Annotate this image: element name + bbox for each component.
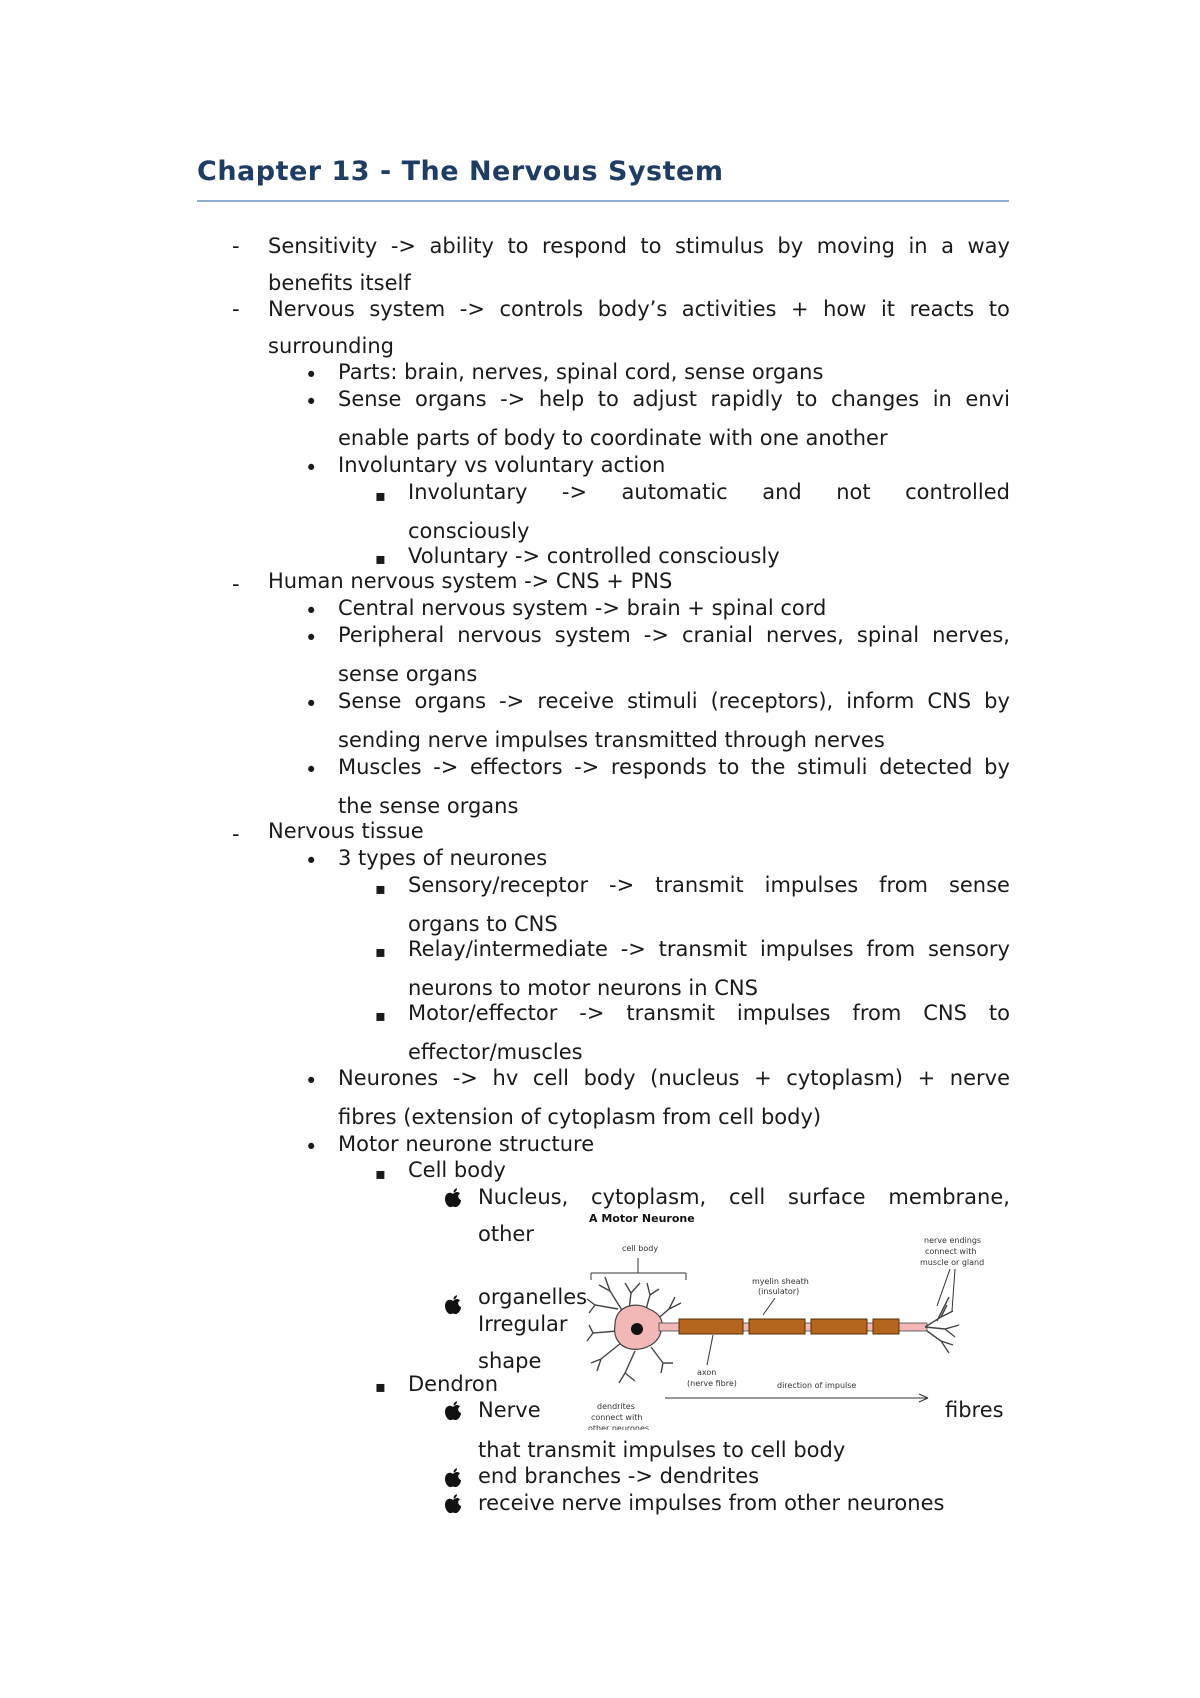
nucleus [631, 1323, 643, 1335]
word: how [823, 297, 867, 321]
bullet-marker: • [305, 363, 318, 387]
word: (receptors), [710, 689, 834, 713]
line-relay [408, 936, 1010, 962]
word: ability [429, 234, 494, 258]
word: nerve [949, 1066, 1010, 1090]
word: + [917, 1066, 936, 1090]
word: -> [574, 755, 600, 779]
word: by [984, 755, 1010, 779]
word: -> [561, 480, 588, 504]
label-cell-body: cell body [622, 1244, 659, 1253]
word: -> [390, 234, 417, 258]
line-sense-organs [338, 386, 1010, 412]
myelin-segment [811, 1319, 867, 1334]
word: cytoplasm, [591, 1185, 707, 1209]
myelin-pointer [763, 1298, 775, 1315]
word: transmit [658, 937, 748, 961]
word: -> [620, 937, 646, 961]
label-dendrites-3: other neurones [588, 1424, 650, 1430]
word: in [908, 234, 928, 258]
text-line: neurons to motor neurons in CNS [408, 976, 758, 1000]
word: -> [500, 387, 526, 411]
word: Muscles [338, 755, 422, 779]
word: cell [532, 1066, 569, 1090]
label-ending-1: nerve endings [924, 1236, 982, 1245]
word: hv [492, 1066, 519, 1090]
word: body [583, 1066, 636, 1090]
square-marker: ▪ [375, 486, 386, 505]
word: way [967, 234, 1010, 258]
line-sensitivity [268, 233, 1010, 259]
word: Sensory/receptor [408, 873, 589, 897]
word: CNS [927, 689, 972, 713]
label-direction: direction of impulse [777, 1381, 857, 1390]
word: automatic [621, 480, 728, 504]
word: impulses [736, 1001, 831, 1025]
line-motor [408, 1000, 1010, 1026]
text-line: end branches -> dendrites [478, 1464, 760, 1488]
page-title: Chapter 13 - The Nervous System [197, 156, 724, 187]
word: cranial [682, 623, 753, 647]
text-line: Involuntary vs voluntary action [338, 453, 666, 477]
label-dendrites-2: connect with [591, 1413, 643, 1422]
text-line: 3 types of neurones [338, 846, 548, 870]
word: from [866, 937, 916, 961]
word: a [941, 234, 954, 258]
word: to [718, 755, 740, 779]
motor-neurone-figure [585, 1213, 995, 1430]
bullet-marker: • [305, 1069, 318, 1093]
label-ending-2: connect with [925, 1247, 977, 1256]
line-receive-stimuli [338, 688, 1010, 714]
word: surface [787, 1185, 866, 1209]
text-line: that transmit impulses to cell body [478, 1438, 846, 1462]
ending-pointer-2 [952, 1269, 955, 1311]
word: system [369, 297, 446, 321]
word: controlled [905, 480, 1010, 504]
word: -> [459, 297, 485, 321]
text-line: sending nerve impulses transmitted through nerves [338, 728, 885, 752]
word: Relay/intermediate [408, 937, 608, 961]
bullet-marker: • [305, 456, 318, 480]
dash-marker: - [232, 572, 240, 596]
word: moving [816, 234, 895, 258]
word: to [597, 387, 619, 411]
text-line: fibres [945, 1398, 1004, 1422]
word: nerves, [766, 623, 844, 647]
text-line: Voluntary -> controlled consciously [408, 544, 780, 568]
word: -> [609, 873, 635, 897]
text-line: shape [478, 1349, 542, 1373]
bullet-marker: • [305, 849, 318, 873]
apple-bullet-icon [444, 1295, 462, 1315]
text-line: organelles [478, 1285, 588, 1309]
word: and [762, 480, 802, 504]
label-axon-2: (nerve fibre) [687, 1379, 737, 1388]
word: organs [414, 689, 487, 713]
text-line: receive nerve impulses from other neurones [478, 1491, 945, 1515]
word: Sense [338, 689, 402, 713]
word: stimulus [675, 234, 764, 258]
bullet-marker: • [305, 626, 318, 650]
text-line: Dendron [408, 1372, 499, 1396]
myelin-segment [873, 1319, 899, 1334]
word: Nucleus, [478, 1185, 569, 1209]
word: activities [681, 297, 777, 321]
apple-bullet-icon [444, 1468, 462, 1488]
word: adjust [632, 387, 697, 411]
label-myelin-2: (insulator) [758, 1287, 800, 1296]
word: Neurones [338, 1066, 439, 1090]
myelin-segment [679, 1319, 743, 1334]
word: stimuli [797, 755, 868, 779]
title-underline [197, 200, 1009, 202]
line-neurones [338, 1065, 1010, 1091]
word: (nucleus [650, 1066, 740, 1090]
word: + [754, 1066, 772, 1090]
word: stimuli [627, 689, 698, 713]
word: Involuntary [408, 480, 528, 504]
text-line: Nerve [478, 1398, 541, 1422]
text-line: Central nervous system -> brain + spinal cord [338, 596, 827, 620]
text-line: benefits itself [268, 271, 411, 295]
word: to [640, 234, 662, 258]
square-marker: ▪ [375, 1006, 386, 1025]
line-sensory [408, 872, 1010, 898]
word: to [988, 297, 1010, 321]
word: to [796, 387, 818, 411]
square-marker: ▪ [375, 1377, 386, 1396]
word: to [988, 1001, 1010, 1025]
apple-bullet-icon [444, 1401, 462, 1421]
square-marker: ▪ [375, 879, 386, 898]
text-line: Motor neurone structure [338, 1132, 595, 1156]
word: respond [542, 234, 627, 258]
word: membrane, [888, 1185, 1010, 1209]
label-axon-1: axon [697, 1368, 717, 1377]
word: sense [948, 873, 1010, 897]
word: Sensitivity [268, 234, 378, 258]
word: by [777, 234, 804, 258]
text-line: surrounding [268, 334, 394, 358]
text-line: Cell body [408, 1158, 506, 1182]
square-marker: ▪ [375, 1164, 386, 1183]
bullet-marker: • [305, 1135, 318, 1159]
word: help [538, 387, 585, 411]
text-line: Irregular [478, 1312, 568, 1336]
text-line: consciously [408, 519, 530, 543]
word: impulses [759, 937, 854, 961]
word: Sense [338, 387, 402, 411]
text-line: Nervous tissue [268, 819, 424, 843]
word: transmit [626, 1001, 715, 1025]
axon-pointer [707, 1335, 713, 1365]
apple-bullet-icon [444, 1188, 462, 1208]
word: from [852, 1001, 902, 1025]
word: nerves, [932, 623, 1010, 647]
label-dendrites-1: dendrites [597, 1402, 635, 1411]
line-muscles [338, 754, 1010, 780]
word: effectors [470, 755, 563, 779]
word: not [836, 480, 871, 504]
word: detected [879, 755, 973, 779]
apple-bullet-icon [444, 1494, 462, 1514]
bullet-marker: • [305, 599, 318, 623]
word: body’s [597, 297, 668, 321]
word: from [879, 873, 928, 897]
text-line: organs to CNS [408, 912, 558, 936]
figure-title: A Motor Neurone [589, 1213, 695, 1225]
dash-marker: - [232, 822, 240, 846]
word: envi [965, 387, 1010, 411]
word: spinal [856, 623, 920, 647]
bullet-marker: • [305, 758, 318, 782]
text-line: the sense organs [338, 794, 519, 818]
line-nervous-system [268, 296, 1010, 322]
text-line: effector/muscles [408, 1040, 583, 1064]
word: sensory [927, 937, 1010, 961]
word: rapidly [710, 387, 783, 411]
word: it [880, 297, 896, 321]
text-line: sense organs [338, 662, 478, 686]
word: + [790, 297, 809, 321]
dash-marker: - [232, 234, 240, 258]
word: inform [846, 689, 915, 713]
bullet-marker: • [305, 390, 318, 414]
word: CNS [923, 1001, 967, 1025]
dash-marker: - [232, 297, 240, 321]
line-involuntary [408, 479, 1010, 505]
word: cytoplasm) [786, 1066, 903, 1090]
line-peripheral [338, 622, 1010, 648]
text-line: Human nervous system -> CNS + PNS [268, 569, 673, 593]
word: impulses [764, 873, 859, 897]
label-myelin-1: myelin sheath [752, 1277, 809, 1286]
word: in [932, 387, 952, 411]
word: the [750, 755, 786, 779]
word: to [507, 234, 529, 258]
myelin-segment [749, 1319, 805, 1334]
word: receive [537, 689, 615, 713]
text-line: other [478, 1222, 534, 1246]
word: transmit [655, 873, 744, 897]
word: nervous [457, 623, 542, 647]
square-marker: ▪ [375, 942, 386, 961]
word: controls [499, 297, 584, 321]
label-ending-3: muscle or gland [920, 1258, 985, 1267]
word: organs [414, 387, 487, 411]
word: Peripheral [338, 623, 445, 647]
bullet-marker: • [305, 692, 318, 716]
nerve-endings-drawing [925, 1297, 959, 1353]
word: -> [579, 1001, 605, 1025]
word: by [984, 689, 1010, 713]
line-nucleus [478, 1184, 1010, 1210]
word: responds [610, 755, 707, 779]
text-line: enable parts of body to coordinate with one another [338, 426, 888, 450]
word: -> [499, 689, 525, 713]
word: Nervous [268, 297, 355, 321]
word: -> [433, 755, 459, 779]
word: changes [830, 387, 920, 411]
word: -> [452, 1066, 478, 1090]
word: reacts [909, 297, 975, 321]
text-line: fibres (extension of cytoplasm from cell body) [338, 1105, 822, 1129]
word: -> [643, 623, 669, 647]
text-line: Parts: brain, nerves, spinal cord, sense organs [338, 360, 824, 384]
word: Motor/effector [408, 1001, 558, 1025]
word: cell [729, 1185, 766, 1209]
word: system [554, 623, 631, 647]
square-marker: ▪ [375, 549, 386, 568]
